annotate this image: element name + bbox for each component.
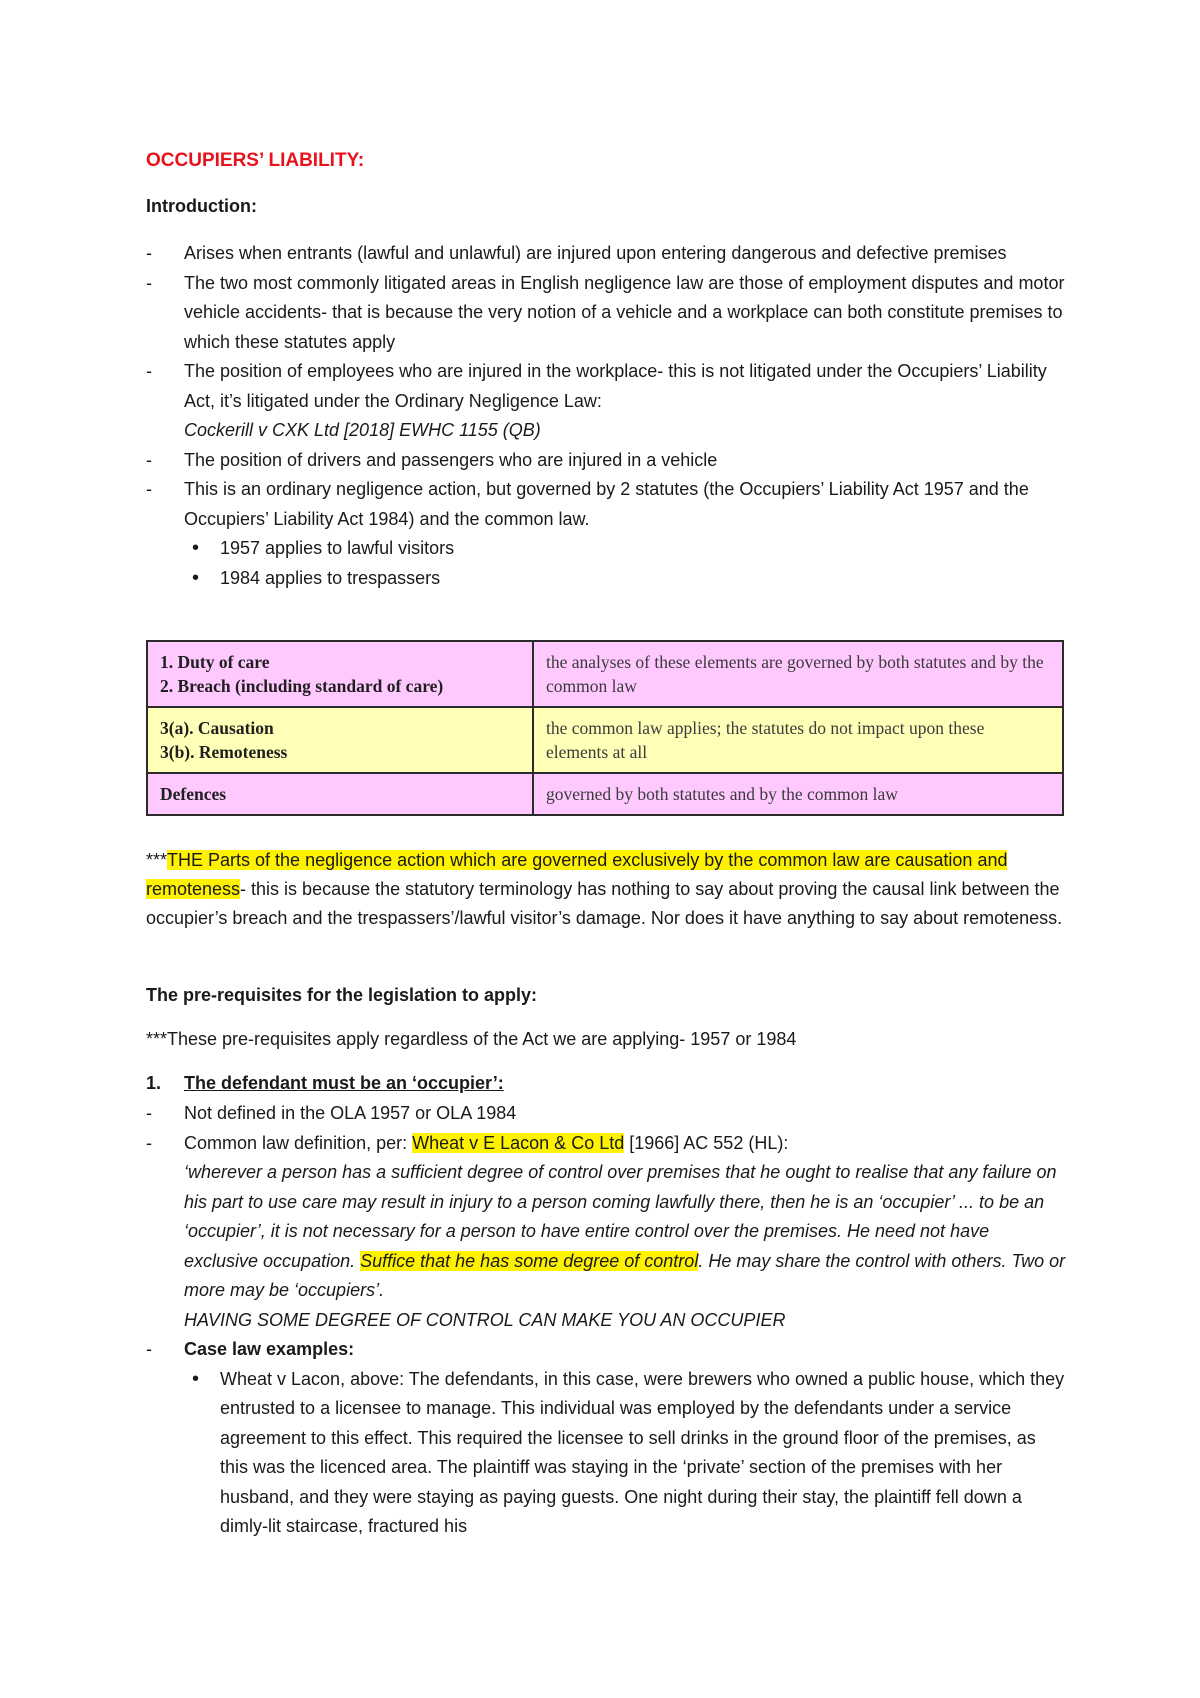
list-item: - The position of drivers and passengers who are injured in a vehicle: [146, 446, 1066, 476]
case-bullets: [184, 1365, 1066, 1542]
highlighted-text: THE Parts of the negligence action which are governed exclusively by the common law are causation and remoteness: [146, 850, 1008, 899]
list-item: - Common law definition, per: Wheat v E Lacon & Co Ltd [1966] AC 552 (HL): ‘wherever a person has a sufficient degree of control over premises that he ought to realise that any failure on his part to use care may result in injury to a person coming lawfully there, then he is an ‘occupier’ ... to be an ‘occupier’, it is not necessary for a person to have entire control over the premises. He need not have exclusive occupation. Suffice that he has some degree of control. He may share the control with others. Two or more may be ‘occupiers’. HAVING SOME DEGREE OF CONTROL CAN MAKE YOU AN OCCUPIER: [146, 1129, 1066, 1336]
table-cell: the common law applies; the statutes do not impact upon these elements at all: [533, 707, 1063, 773]
bullet-item: • 1957 applies to lawful visitors: [184, 534, 1066, 564]
introduction-list: [146, 239, 1066, 593]
table-cell: the analyses of these elements are governed by both statutes and by the common law: [533, 641, 1063, 707]
bullet-item: • Wheat v Lacon, above: The defendants, in this case, were brewers who owned a public house, which they entrusted to a licensee to manage. This individual was employed by the defendants under a service agreement to this effect. This required the licensee to sell drinks in the ground floor of the premises, as this was the licenced area. The plaintiff was staying in the ‘private’ section of the premises with her husband, and they were staying as paying guests. One night during their stay, the plaintiff fell down a dimly-lit staircase, fractured his: [184, 1365, 1066, 1542]
definition-quote: ‘wherever a person has a sufficient degree of control over premises that he ought to realise that any failure on his part to use care may result in injury to a person coming lawfully there, then he is an ‘occupier’ ... to be an ‘occupier’, it is not necessary for a person to have entire control over the premises. He need not have exclusive occupation. Suffice that he has some degree of control. He may share the control with others. Two or more may be ‘occupiers’.: [184, 1162, 1066, 1300]
section-heading: 1. The defendant must be an ‘occupier’:: [146, 1073, 504, 1093]
list-item: - The two most commonly litigated areas in English negligence law are those of employment disputes and motor vehicle accidents- that is because the very notion of a vehicle and a workplace can both constitute premises to which these statutes apply: [146, 269, 1066, 358]
list-item: - Not defined in the OLA 1957 or OLA 1984: [146, 1099, 1066, 1129]
table-row: [147, 641, 1063, 707]
occupier-list: [146, 1099, 1066, 1542]
table-cell: governed by both statutes and by the common law: [533, 773, 1063, 815]
table-row: [147, 773, 1063, 815]
emphasis-caps: HAVING SOME DEGREE OF CONTROL CAN MAKE YOU AN OCCUPIER: [184, 1309, 786, 1330]
list-item: - Case law examples: • Wheat v Lacon, above: The defendants, in this case, were brewers who owned a public house, which they entrusted to a licensee to manage. This individual was employed by the defendants under a service agreement to this effect. This required the licensee to sell drinks in the ground floor of the premises, as this was the licenced area. The plaintiff was staying in the ‘private’ section of the premises with her husband, and they were staying as paying guests. One night during their stay, the plaintiff fell down a dimly-lit staircase, fractured his: [146, 1335, 1066, 1542]
table-row: [147, 707, 1063, 773]
document-title: OCCUPIERS’ LIABILITY:: [146, 150, 365, 171]
table-cell: 3(a). Causation 3(b). Remoteness: [147, 707, 533, 773]
list-item: - This is an ordinary negligence action, but governed by 2 statutes (the Occupiers’ Liability Act 1957 and the Occupiers’ Liability Act 1984) and the common law. • 1957 applies to lawful visitors • 1984 applies to trespassers: [146, 475, 1066, 593]
list-item: - The position of employees who are injured in the workplace- this is not litigated under the Occupiers’ Liability Act, it’s litigated under the Ordinary Negligence Law: Cockerill v CXK Ltd [2018] EWHC 1155 (QB): [146, 357, 1066, 446]
introduction-heading: Introduction:: [146, 196, 257, 216]
statute-bullets: [184, 534, 1066, 593]
table-cell: Defences: [147, 773, 533, 815]
prerequisites-heading: The pre-requisites for the legislation to apply:: [146, 985, 538, 1005]
highlighted-case: Wheat v E Lacon & Co Ltd: [412, 1132, 625, 1153]
case-citation: Cockerill v CXK Ltd [2018] EWHC 1155 (QB): [184, 420, 541, 440]
bullet-item: • 1984 applies to trespassers: [184, 564, 1066, 594]
common-law-note: ***THE Parts of the negligence action which are governed exclusively by the common law are causation and remoteness- this is because the statutory terminology has nothing to say about proving the causal link between the occupier’s breach and the trespassers’/lawful visitor’s damage. Nor does it have anything to say about remoteness.: [146, 850, 1063, 928]
table-cell: 1. Duty of care 2. Breach (including standard of care): [147, 641, 533, 707]
prerequisites-note: ***These pre-requisites apply regardless of the Act we are applying- 1957 or 1984: [146, 1029, 797, 1049]
elements-table: [146, 640, 1064, 816]
list-item: - Arises when entrants (lawful and unlawful) are injured upon entering dangerous and defective premises: [146, 239, 1066, 269]
